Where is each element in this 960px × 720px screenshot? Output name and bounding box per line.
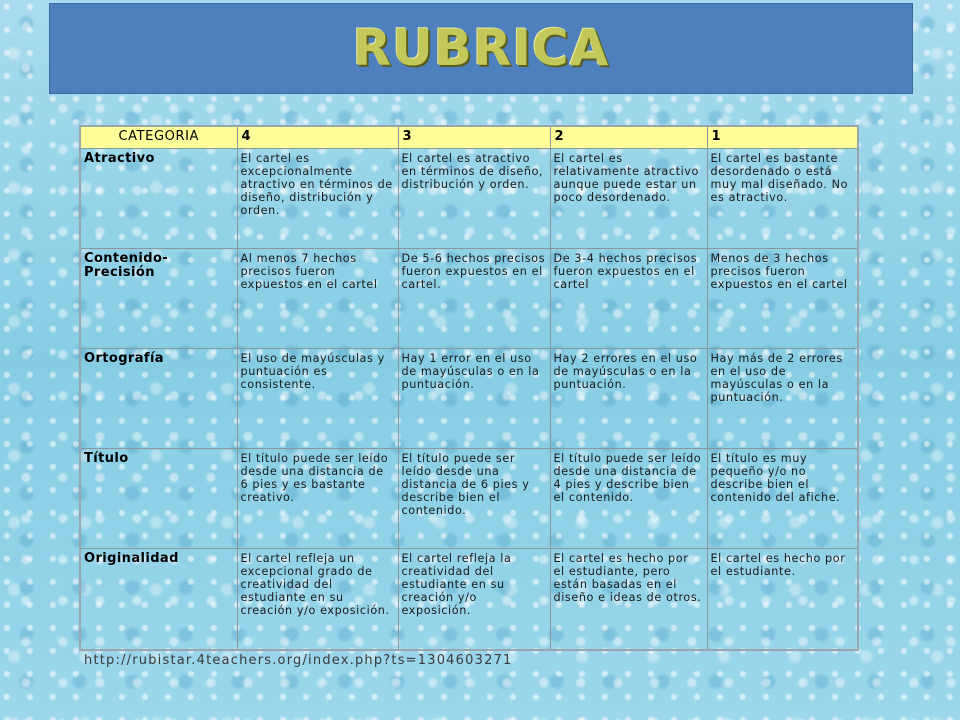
criteria-cell-level-2: El título puede ser leído desde una distancia de 4 pies y describe bien el contenido. — [550, 449, 707, 549]
table-header-row — [80, 126, 858, 149]
header-cell-level-2: 2 — [550, 126, 707, 149]
title-banner — [49, 3, 913, 94]
criteria-cell-level-3: El cartel es atractivo en términos de diseño, distribución y orden. — [398, 149, 550, 249]
category-cell: Originalidad — [80, 549, 237, 651]
category-cell: Contenido-Precisión — [80, 249, 237, 349]
table-row-titulo — [80, 449, 858, 549]
criteria-cell-level-3: Hay 1 error en el uso de mayúsculas o en la puntuación. — [398, 349, 550, 449]
header-cell-level-4: 4 — [237, 126, 398, 149]
criteria-cell-level-1: El título es muy pequeño y/o no describe bien el contenido del afiche. — [707, 449, 858, 549]
table-row-originalidad — [80, 549, 858, 651]
header-cell-level-1: 1 — [707, 126, 858, 149]
criteria-cell-level-3: El título puede ser leído desde una distancia de 6 pies y describe bien el contenido. — [398, 449, 550, 549]
criteria-cell-level-4: El cartel refleja un excepcional grado de creatividad del estudiante en su creación y/o exposición. — [237, 549, 398, 651]
header-cell-level-3: 3 — [398, 126, 550, 149]
source-url: http://rubistar.4teachers.org/index.php?ts=1304603271 — [84, 653, 513, 668]
criteria-cell-level-3: El cartel refleja la creatividad del estudiante en su creación y/o exposición. — [398, 549, 550, 651]
rubric-table — [79, 125, 859, 651]
page-title: RUBRICA — [352, 19, 610, 77]
criteria-cell-level-2: El cartel es hecho por el estudiante, pero están basadas en el diseño e ideas de otros. — [550, 549, 707, 651]
category-cell: Atractivo — [80, 149, 237, 249]
criteria-cell-level-1: Menos de 3 hechos precisos fueron expuestos en el cartel — [707, 249, 858, 349]
criteria-cell-level-1: Hay más de 2 errores en el uso de mayúsculas o en la puntuación. — [707, 349, 858, 449]
table-row-contenido-precision — [80, 249, 858, 349]
criteria-cell-level-2: De 3-4 hechos precisos fueron expuestos en el cartel — [550, 249, 707, 349]
criteria-cell-level-4: El uso de mayúsculas y puntuación es consistente. — [237, 349, 398, 449]
category-cell: Ortografía — [80, 349, 237, 449]
criteria-cell-level-1: El cartel es hecho por el estudiante. — [707, 549, 858, 651]
table-row-ortografia — [80, 349, 858, 449]
header-cell-categoria: CATEGORIA — [80, 126, 237, 149]
criteria-cell-level-1: El cartel es bastante desordenado o está muy mal diseñado. No es atractivo. — [707, 149, 858, 249]
table-row-atractivo — [80, 149, 858, 249]
criteria-cell-level-2: El cartel es relativamente atractivo aunque puede estar un poco desordenado. — [550, 149, 707, 249]
criteria-cell-level-4: Al menos 7 hechos precisos fueron expuestos en el cartel — [237, 249, 398, 349]
criteria-cell-level-4: El cartel es excepcionalmente atractivo en términos de diseño, distribución y orden. — [237, 149, 398, 249]
criteria-cell-level-4: El título puede ser leído desde una distancia de 6 pies y es bastante creativo. — [237, 449, 398, 549]
category-cell: Título — [80, 449, 237, 549]
criteria-cell-level-2: Hay 2 errores en el uso de mayúsculas o en la puntuación. — [550, 349, 707, 449]
criteria-cell-level-3: De 5-6 hechos precisos fueron expuestos en el cartel. — [398, 249, 550, 349]
